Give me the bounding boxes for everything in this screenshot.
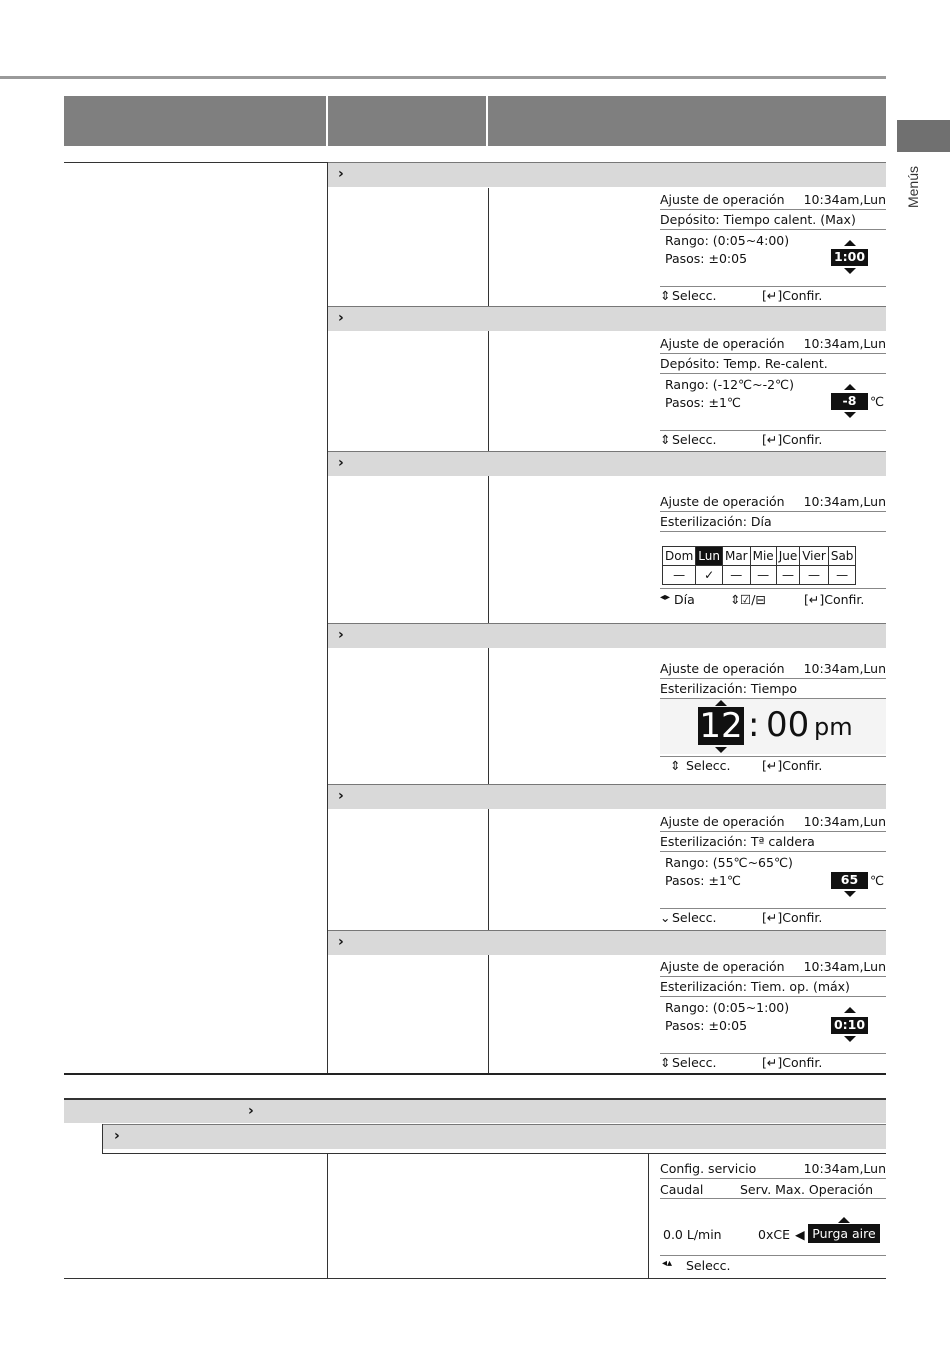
code-value: 0xCE bbox=[758, 1227, 790, 1242]
updown-right-arrow-icon: ⇕ bbox=[670, 758, 681, 773]
section-bar-service bbox=[64, 1098, 886, 1123]
day-mark: — bbox=[800, 566, 829, 585]
day-mark: — bbox=[663, 566, 696, 585]
screen-subtitle: Esterilización: Tª caldera bbox=[660, 834, 815, 849]
lcd-screen-1 bbox=[660, 192, 886, 304]
screen-clock: 10:34am,Lun bbox=[803, 494, 886, 509]
lcd-screen-2 bbox=[660, 336, 886, 448]
steps-text: Pasos: ±0:05 bbox=[665, 251, 748, 266]
arrow-down-icon bbox=[844, 412, 856, 418]
screen-clock: 10:34am,Lun bbox=[803, 1161, 886, 1176]
row-rule bbox=[102, 1153, 886, 1154]
value-box: 1:00 bbox=[831, 249, 868, 266]
lcd-screen-5 bbox=[660, 814, 886, 926]
column-rule bbox=[327, 1153, 328, 1279]
day-mark: — bbox=[776, 566, 800, 585]
chevron-right-icon: › bbox=[338, 455, 344, 471]
side-tab-label: Menús bbox=[905, 165, 921, 209]
chevron-right-icon: › bbox=[248, 1103, 254, 1119]
screen-title: Ajuste de operación bbox=[660, 661, 785, 676]
header-cell-3 bbox=[488, 96, 886, 146]
footer-confirm: [↵]Confir. bbox=[762, 1055, 823, 1070]
screen-title: Ajuste de operación bbox=[660, 336, 785, 351]
day-cell: Mar bbox=[722, 547, 750, 566]
day-cell: Jue bbox=[776, 547, 800, 566]
footer-confirm: [↵]Confir. bbox=[762, 432, 823, 447]
value-box: -8 bbox=[831, 393, 868, 410]
section-bar-4 bbox=[328, 623, 886, 648]
chevron-right-icon: › bbox=[338, 627, 344, 643]
day-cell: Dom bbox=[663, 547, 696, 566]
arrow-down-icon bbox=[844, 891, 856, 897]
unit-label: ℃ bbox=[870, 394, 885, 409]
column-rule bbox=[102, 1124, 103, 1154]
updown-arrow-icon: ⇕ bbox=[730, 592, 741, 607]
updown-arrow-icon: ⇕ bbox=[660, 432, 671, 447]
range-text: Rango: (55℃~65℃) bbox=[665, 855, 793, 870]
arrow-down-icon bbox=[715, 747, 727, 753]
day-mark: — bbox=[750, 566, 776, 585]
screen-clock: 10:34am,Lun bbox=[803, 959, 886, 974]
section-bar-6 bbox=[328, 930, 886, 955]
side-tab bbox=[897, 120, 950, 152]
screen-subtitle: Esterilización: Día bbox=[660, 514, 772, 529]
screen-clock: 10:34am,Lun bbox=[803, 661, 886, 676]
screen-subtitle: Esterilización: Tiem. op. (máx) bbox=[660, 979, 850, 994]
column-mode-label: Serv. Max. Operación bbox=[740, 1182, 874, 1197]
column-rule bbox=[648, 1153, 649, 1279]
footer-select: Selecc. bbox=[672, 432, 717, 447]
footer-select: Selecc. bbox=[672, 288, 717, 303]
footer-select: Selecc. bbox=[686, 758, 731, 773]
column-flow-label: Caudal bbox=[660, 1182, 704, 1197]
header-cell-2 bbox=[328, 96, 486, 146]
steps-text: Pasos: ±0:05 bbox=[665, 1018, 748, 1033]
day-mark: — bbox=[828, 566, 856, 585]
range-text: Rango: (-12℃~-2℃) bbox=[665, 377, 794, 392]
chevron-right-icon: › bbox=[114, 1128, 120, 1144]
screen-subtitle: Esterilización: Tiempo bbox=[660, 681, 798, 696]
footer-toggle: ☑/⊟ bbox=[740, 592, 766, 607]
chevron-right-icon: › bbox=[338, 934, 344, 950]
section-bar-2 bbox=[328, 306, 886, 331]
arrow-down-icon bbox=[844, 268, 856, 274]
screen-clock: 10:34am,Lun bbox=[803, 814, 886, 829]
footer-select: Selecc. bbox=[686, 1258, 731, 1273]
day-mark: — bbox=[722, 566, 750, 585]
range-text: Rango: (0:05~1:00) bbox=[665, 1000, 790, 1015]
screen-clock: 10:34am,Lun bbox=[803, 336, 886, 351]
leftright-arrow-icon: ◂▸ bbox=[660, 592, 671, 603]
footer-confirm: [↵]Confir. bbox=[762, 758, 823, 773]
screen-clock: 10:34am,Lun bbox=[803, 192, 886, 207]
range-text: Rango: (0:05~4:00) bbox=[665, 233, 790, 248]
day-grid bbox=[662, 546, 856, 585]
lcd-screen-3 bbox=[660, 494, 886, 614]
header-cell-1 bbox=[64, 96, 326, 146]
lcd-screen-service bbox=[660, 1161, 886, 1275]
footer-confirm: [↵]Confir. bbox=[804, 592, 865, 607]
lcd-screen-6 bbox=[660, 959, 886, 1071]
arrow-up-icon bbox=[838, 1217, 850, 1223]
down-arrow-icon: ⌄ bbox=[660, 910, 671, 925]
chevron-right-icon: › bbox=[338, 166, 344, 182]
time-separator: : bbox=[748, 705, 760, 745]
top-rule bbox=[0, 76, 886, 79]
day-cell: Vier bbox=[800, 547, 829, 566]
screen-title: Ajuste de operación bbox=[660, 494, 785, 509]
steps-text: Pasos: ±1℃ bbox=[665, 395, 741, 410]
updown-arrow-icon: ⇕ bbox=[660, 288, 671, 303]
value-box: 65 bbox=[831, 872, 868, 889]
left-arrow-icon: ◀ bbox=[795, 1227, 805, 1242]
chevron-right-icon: › bbox=[338, 788, 344, 804]
section-bar-3 bbox=[328, 451, 886, 476]
arrow-up-icon bbox=[844, 384, 856, 390]
lcd-screen-4 bbox=[660, 661, 886, 777]
value-box: 0:10 bbox=[831, 1017, 868, 1034]
check-icon: ✓ bbox=[696, 566, 723, 585]
screen-title: Ajuste de operación bbox=[660, 814, 785, 829]
arrow-down-icon bbox=[844, 1036, 856, 1042]
day-cell: Mie bbox=[750, 547, 776, 566]
day-cell-selected: Lun bbox=[696, 547, 723, 566]
table-bottom-rule bbox=[64, 1278, 886, 1279]
section-bar-5 bbox=[328, 784, 886, 809]
footer-select: Selecc. bbox=[672, 1055, 717, 1070]
unit-label: ℃ bbox=[870, 873, 885, 888]
footer-confirm: [↵]Confir. bbox=[762, 288, 823, 303]
footer-day: Día bbox=[674, 592, 695, 607]
table-bottom-rule bbox=[64, 1073, 886, 1075]
steps-text: Pasos: ±1℃ bbox=[665, 873, 741, 888]
flow-value: 0.0 L/min bbox=[663, 1227, 722, 1242]
minutes-value: 00 bbox=[766, 705, 810, 745]
screen-subtitle: Depósito: Tiempo calent. (Max) bbox=[660, 212, 856, 227]
section-bar-1 bbox=[328, 162, 886, 187]
screen-title: Ajuste de operación bbox=[660, 959, 785, 974]
updown-arrow-icon: ⇕ bbox=[660, 1055, 671, 1070]
left-up-arrow-icon: ◂▴ bbox=[662, 1258, 673, 1269]
hour-value: 12 bbox=[699, 706, 743, 746]
screen-subtitle: Depósito: Temp. Re-calent. bbox=[660, 356, 828, 371]
screen-title: Config. servicio bbox=[660, 1161, 757, 1176]
ampm-label: pm bbox=[814, 713, 853, 741]
footer-select: Selecc. bbox=[672, 910, 717, 925]
chevron-right-icon: › bbox=[338, 310, 344, 326]
footer-confirm: [↵]Confir. bbox=[762, 910, 823, 925]
screen-title: Ajuste de operación bbox=[660, 192, 785, 207]
day-cell: Sab bbox=[828, 547, 856, 566]
mode-selected-box: Purga aire bbox=[808, 1224, 880, 1243]
arrow-up-icon bbox=[844, 240, 856, 246]
section-bar-subservice bbox=[102, 1124, 886, 1149]
arrow-up-icon bbox=[844, 1007, 856, 1013]
